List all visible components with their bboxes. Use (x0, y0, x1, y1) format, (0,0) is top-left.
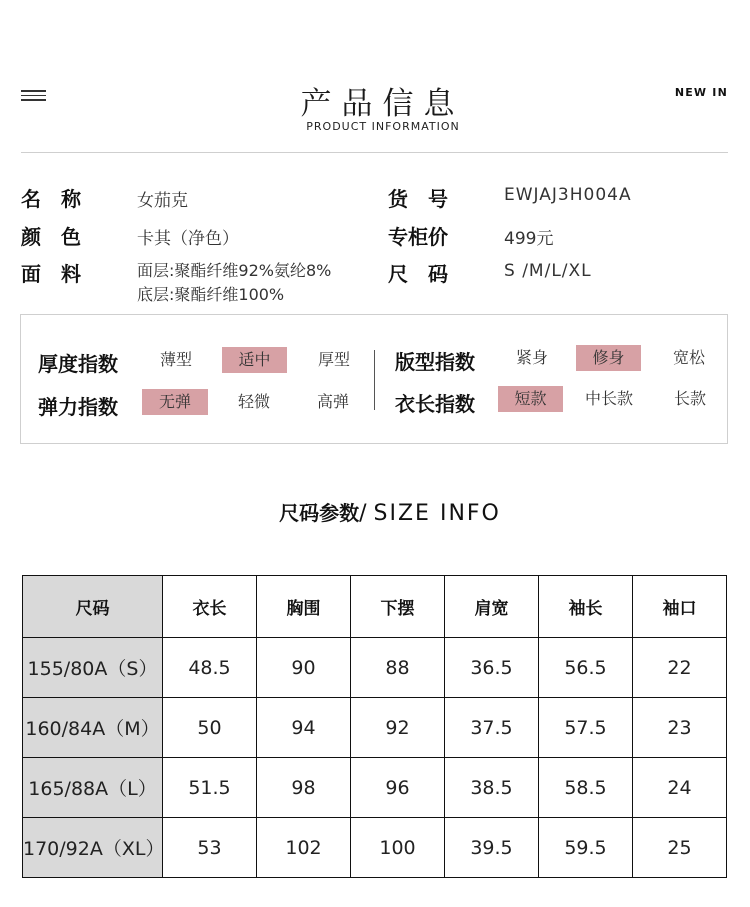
table-cell: 24 (633, 758, 727, 818)
fit-index-label: 版型指数 (395, 350, 475, 374)
table-row (23, 758, 727, 818)
header-shoulder: 肩宽 (445, 576, 539, 638)
table-cell: 23 (633, 698, 727, 758)
length-option-short: 短款 (498, 386, 563, 412)
price-label: 专柜价 (388, 225, 448, 249)
table-cell: 48.5 (163, 638, 257, 698)
sku-label: 货 号 (388, 187, 448, 211)
length-index-label: 衣长指数 (395, 392, 475, 416)
page-title: 产品信息 (300, 86, 465, 122)
fit-option-loose: 宽松 (672, 348, 705, 367)
table-cell: 100 (351, 818, 445, 878)
elasticity-option-high: 高弹 (316, 392, 349, 411)
table-cell: 58.5 (539, 758, 633, 818)
table-cell: 59.5 (539, 818, 633, 878)
table-cell: 39.5 (445, 818, 539, 878)
header-size: 尺码 (23, 576, 163, 638)
size-label: 尺 码 (388, 262, 448, 286)
new-in-label[interactable]: NEW IN (674, 86, 728, 99)
material-line-2: 底层:聚酯纤维100% (137, 285, 285, 304)
material-line-1: 面层:聚酯纤维92%氨纶8% (137, 261, 332, 280)
table-cell: 94 (257, 698, 351, 758)
fit-option-slim: 修身 (576, 345, 641, 371)
thickness-option-thin: 薄型 (159, 350, 192, 369)
table-cell: 102 (257, 818, 351, 878)
elasticity-option-none: 无弹 (142, 389, 208, 415)
size-cell: 155/80A（S） (23, 638, 163, 698)
size-heading-en: SIZE INFO (373, 501, 501, 526)
table-cell: 38.5 (445, 758, 539, 818)
table-header-row (23, 576, 727, 638)
header-sleeve-length: 袖长 (539, 576, 633, 638)
header-cuff: 袖口 (633, 576, 727, 638)
elasticity-option-slight: 轻微 (237, 392, 270, 411)
sku-value: EWJAJ3H004A (504, 185, 632, 205)
thickness-option-thick: 厚型 (317, 350, 350, 369)
table-cell: 90 (257, 638, 351, 698)
price-value: 499元 (504, 229, 554, 249)
table-cell: 37.5 (445, 698, 539, 758)
table-cell: 53 (163, 818, 257, 878)
table-cell: 96 (351, 758, 445, 818)
header-divider (21, 152, 728, 153)
size-cell: 165/88A（L） (23, 758, 163, 818)
table-row (23, 698, 727, 758)
name-label: 名 称 (21, 187, 81, 211)
color-value: 卡其（净色） (137, 229, 239, 249)
table-cell: 56.5 (539, 638, 633, 698)
length-option-mid: 中长款 (584, 389, 633, 408)
color-label: 颜 色 (21, 225, 81, 249)
header-chest: 胸围 (257, 576, 351, 638)
table-cell: 25 (633, 818, 727, 878)
index-divider (374, 350, 375, 410)
elasticity-index-label: 弹力指数 (38, 395, 118, 419)
size-value: S /M/L/XL (504, 261, 592, 281)
table-cell: 36.5 (445, 638, 539, 698)
table-cell: 51.5 (163, 758, 257, 818)
length-option-long: 长款 (673, 389, 706, 408)
thickness-index-label: 厚度指数 (38, 352, 118, 376)
size-table (22, 575, 727, 878)
size-info-heading (0, 497, 750, 526)
header-length: 衣长 (163, 576, 257, 638)
material-label: 面 料 (21, 262, 81, 286)
table-row (23, 638, 727, 698)
table-cell: 88 (351, 638, 445, 698)
table-cell: 57.5 (539, 698, 633, 758)
size-heading-sep: / (359, 501, 374, 526)
thickness-option-medium: 适中 (222, 347, 287, 373)
header-hem: 下摆 (351, 576, 445, 638)
table-cell: 50 (163, 698, 257, 758)
page-subtitle: PRODUCT INFORMATION (306, 120, 460, 133)
table-cell: 98 (257, 758, 351, 818)
table-cell: 22 (633, 638, 727, 698)
fit-option-tight: 紧身 (515, 348, 548, 367)
size-cell: 160/84A（M） (23, 698, 163, 758)
size-heading-cn: 尺码参数 (279, 501, 360, 525)
table-row (23, 818, 727, 878)
name-value: 女茄克 (137, 191, 188, 211)
table-cell: 92 (351, 698, 445, 758)
size-cell: 170/92A（XL） (23, 818, 163, 878)
